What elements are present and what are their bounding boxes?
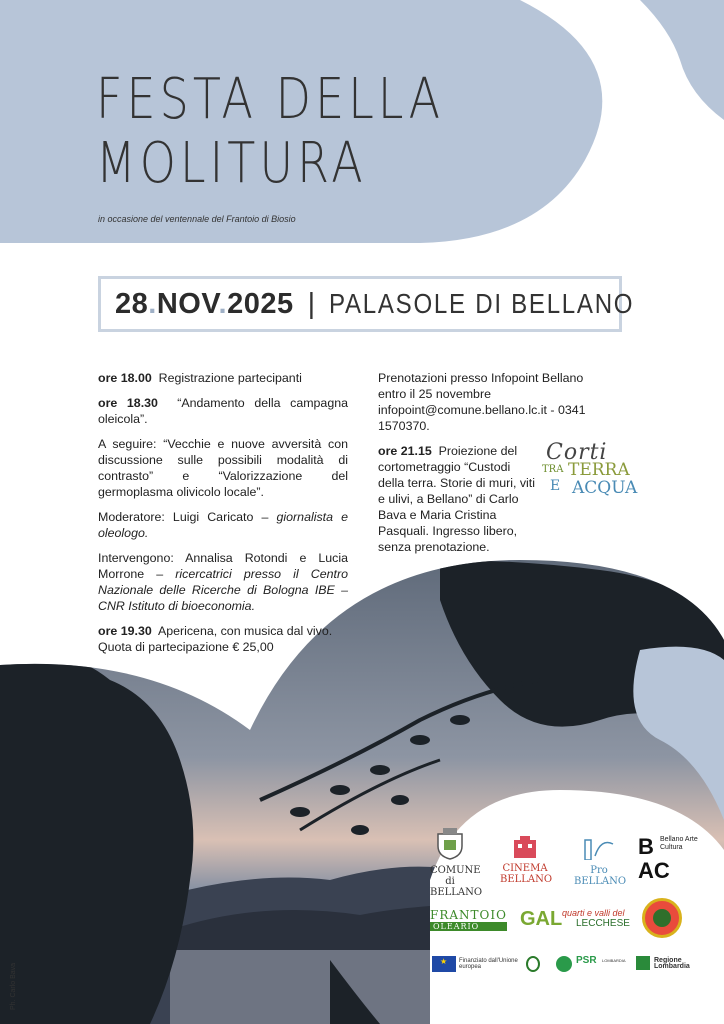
corti-logo-terra: TERRA — [568, 460, 630, 480]
date-year: 2025 — [227, 287, 294, 320]
logo-text: COMUNE di BELLANO — [430, 865, 483, 898]
bac-logo — [638, 836, 698, 886]
booking-contact[interactable]: infopoint@comune.bellano.lc.it - 0341 1570370. — [378, 403, 586, 433]
item-text: Registrazione partecipanti — [158, 371, 302, 385]
tower-icon — [581, 836, 617, 860]
speakers-names: Intervengono: Annalisa Rotondi e Lucia Morrone – — [98, 551, 348, 581]
funding-logos — [432, 956, 692, 974]
photo-credit: Ph. Carlo Bava — [10, 962, 17, 1010]
time-label: ore 18.30 — [98, 396, 158, 410]
title-line-1: FESTA DELLA — [96, 67, 445, 132]
psr-text: PSR — [576, 955, 597, 966]
title-line-2: MOLITURA — [96, 131, 367, 196]
moderator-role: giornalista e oleologo. — [98, 510, 349, 540]
bottom-white-shape — [430, 790, 724, 1024]
time-label: ore 19.30 — [98, 624, 152, 638]
date-separator: | — [307, 287, 316, 320]
association-seal-icon — [642, 898, 682, 938]
date-venue-box — [98, 276, 635, 332]
program-item — [378, 443, 538, 555]
bac-ac: AC — [638, 858, 670, 883]
regione-lombardia-icon — [636, 956, 650, 970]
gal-text: GAL — [520, 908, 563, 930]
corti-logo-e: E — [550, 478, 561, 494]
logo-text: Pro BELLANO — [574, 865, 627, 887]
program-item — [98, 370, 348, 386]
psr-sub: LOMBARDIA — [602, 958, 626, 963]
date-dot: . — [148, 287, 157, 320]
bac-text: Bellano Arte Cultura — [660, 836, 698, 851]
booking-info — [378, 370, 628, 434]
program-item — [98, 395, 348, 427]
speakers-role: ricercatrici presso il Centro Nazionale delle Ricerche di Bologna IBE – CNR Istituto di bioeconomia. — [98, 567, 348, 613]
item-text: Apericena, con musica dal vivo. — [157, 624, 333, 638]
corti-logo-acqua: ACQUA — [572, 478, 638, 498]
subtitle: in occasione del ventennale del Frantoio di Biosio — [98, 214, 296, 224]
frantoio-text: FRANTOIO — [430, 908, 507, 922]
bac-b: B — [638, 834, 654, 859]
item-text: “Andamento della campagna oleicola”. — [98, 396, 348, 426]
speakers — [98, 550, 348, 614]
program-item: A seguire: “Vecchie e nuove avversità con discussione sulle possibili modalità di contrasto” e “Valorizzazione del germoplasma olivicolo locale”. — [98, 437, 348, 499]
frantoio-logo — [430, 908, 507, 931]
top-right-blue-arc — [640, 0, 724, 120]
eu-flag-icon — [432, 956, 456, 972]
date-dot: . — [218, 287, 228, 320]
corti-logo-tra: TRA — [542, 464, 564, 475]
event-date — [115, 288, 294, 321]
moderator-name: Moderatore: Luigi Caricato – — [98, 510, 269, 524]
regione-text: Regione Lombardia — [654, 957, 690, 970]
gal-sub2: LECCHESE — [576, 918, 630, 929]
program-left-column — [98, 370, 348, 664]
time-label: ore 21.15 — [378, 444, 432, 458]
booking-line: entro il 25 novembre — [378, 387, 491, 401]
coat-of-arms-icon — [435, 828, 465, 860]
cinema-bellano-logo — [500, 836, 553, 885]
italian-republic-emblem-icon — [526, 956, 540, 972]
comune-bellano-logo — [430, 828, 483, 898]
logo-text: CINEMA BELLANO — [500, 863, 553, 885]
corti-logo — [538, 440, 638, 500]
moderator — [98, 509, 348, 541]
frantoio-sub: OLEARIO — [430, 922, 507, 931]
gal-logo — [520, 908, 630, 931]
time-label: ore 18.00 — [98, 371, 152, 385]
price-text: Quota di partecipazione € 25,00 — [98, 640, 274, 654]
event-venue: PALASOLE DI BELLANO — [329, 288, 635, 319]
booking-line: Prenotazioni presso Infopoint Bellano — [378, 371, 584, 385]
eu-text: Finanziato dall'Unione europea — [459, 958, 518, 970]
page-title — [96, 68, 444, 196]
gal-sub: quarti e valli del — [562, 908, 625, 918]
building-icon — [510, 836, 540, 858]
date-month: NOV — [156, 287, 219, 320]
psr-icon — [556, 956, 572, 972]
item-text: Proiezione del cortometraggio “Custodi della terra. Storie di muri, viti e ulivi, a Bellano” di Carlo Bava e Maria Cristina Pasquali. Ingresso libero, senza prenotazione. — [378, 444, 536, 554]
program-item — [98, 623, 348, 655]
date-day: 28 — [115, 287, 149, 320]
corti-logo-title: Corti — [546, 440, 608, 465]
proloco-bellano-logo — [574, 836, 627, 887]
